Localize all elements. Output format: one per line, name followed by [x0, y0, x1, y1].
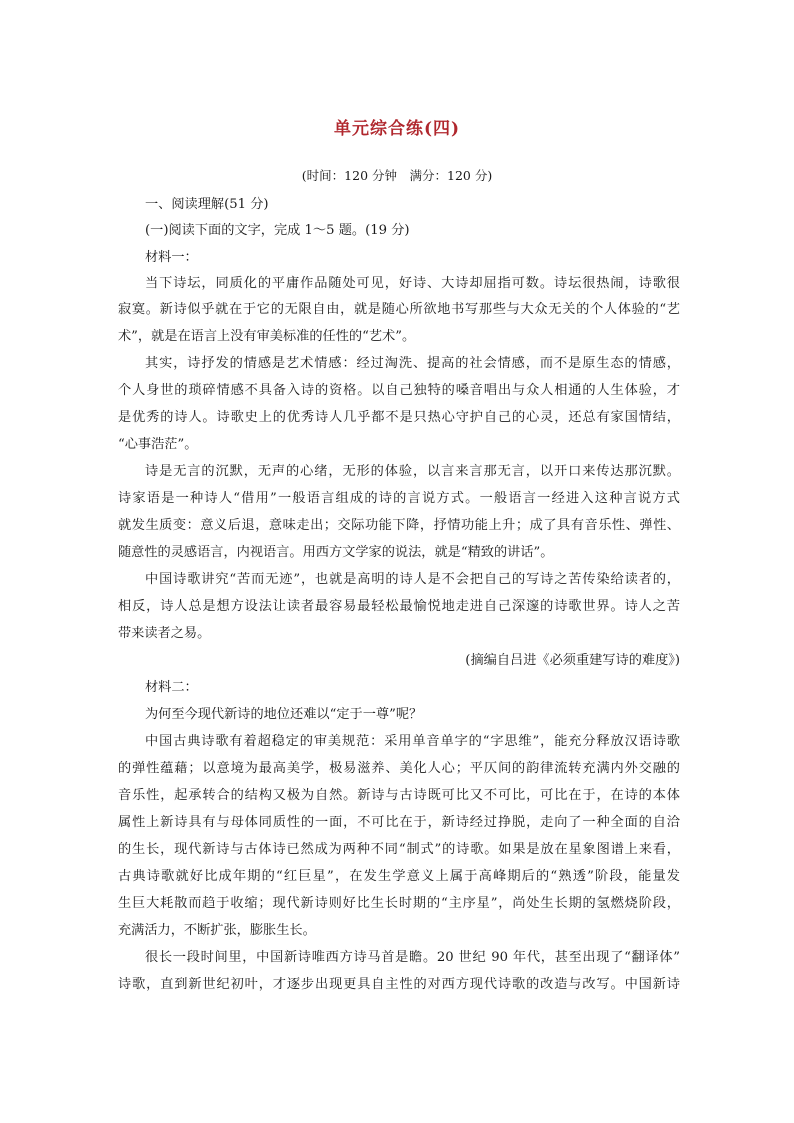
paragraph-line: 中国古典诗歌有着超稳定的审美规范：采用单音单字的“字思维”，能充分释放汉语诗歌 — [145, 734, 680, 749]
section-heading: 一、阅读理解(51 分) — [145, 197, 269, 212]
exam-meta: (时间：120 分钟 满分：120 分) — [301, 168, 493, 183]
material-label: 材料一： — [145, 250, 198, 265]
paragraph-line: 的弹性蕴藉；以意境为最高美学，极易滋养、美化人心；平仄间的韵律流转充满内外交融的 — [118, 761, 680, 776]
source-citation: (摘编自吕进《必须重建写诗的难度》) — [465, 653, 680, 668]
paragraph-line: 其实，诗抒发的情感是艺术情感：经过淘洗、提高的社会情感，而不是原生态的情感， — [145, 356, 680, 371]
paragraph-line: 充满活力，不断扩张，膨胀生长。 — [118, 923, 316, 938]
paragraph-line: 个人身世的琐碎情感不具备入诗的资格。以自己独特的嗓音唱出与众人相通的人生体验，才 — [118, 383, 680, 398]
paragraph-line: 术”，就是在语言上没有审美标准的任性的“艺术”。 — [118, 329, 416, 344]
paragraph-line: 生巨大耗散而趋于收缩；现代新诗则好比生长时期的“主序星”，尚处生长期的氢燃烧阶段， — [118, 896, 680, 911]
paragraph-line: 带来读者之易。 — [118, 626, 211, 641]
question-line: 为何至今现代新诗的地位还难以“定于一尊”呢？ — [145, 707, 423, 722]
paragraph-line: 随意性的灵感语言，内视语言。用西方文学家的说法，就是“精致的讲话”。 — [118, 545, 554, 560]
sub-section-heading: (一)阅读下面的文字，完成 1～5 题。(19 分) — [145, 223, 410, 238]
paragraph-line: 寂寞。新诗似乎就在于它的无限自由，就是随心所欲地书写那些与大众无关的个人体验的“艺 — [118, 302, 680, 317]
paragraph-line: 是优秀的诗人。诗歌史上的优秀诗人几乎都不是只热心守护自己的心灵，还总有家国情结， — [118, 410, 680, 425]
paragraph-line: “心事浩茫”。 — [118, 437, 198, 452]
paragraph-line: 当下诗坛，同质化的平庸作品随处可见，好诗、大诗却屈指可数。诗坛很热闹，诗歌很 — [145, 276, 680, 291]
paragraph-line: 的生长，现代新诗与古体诗已然成为两种不同“制式”的诗歌。如果是放在星象图谱上来看， — [118, 842, 680, 857]
paragraph-line: 相反，诗人总是想方设法让读者最容易最轻松最愉悦地走进自己深邃的诗歌世界。诗人之苦 — [118, 599, 680, 614]
page-title: 单元综合练(四) — [333, 119, 461, 139]
paragraph-line: 古典诗歌就好比成年期的“红巨星”，在发生学意义上属于高峰期后的“熟透”阶段，能量发 — [118, 869, 680, 884]
paragraph-line: 诗歌，直到新世纪初叶，才逐步出现更具自主性的对西方现代诗歌的改造与改写。中国新诗 — [118, 977, 680, 992]
paragraph-line: 属性上新诗具有与母体同质性的一面，不可比在于，新诗经过挣脱，走向了一种全面的自洽 — [118, 815, 680, 830]
paragraph-line: 中国诗歌讲究“苦而无迹”，也就是高明的诗人是不会把自己的写诗之苦传染给读者的， — [145, 572, 680, 587]
paragraph-line: 很长一段时间里，中国新诗唯西方诗马首是瞻。20 世纪 90 年代，甚至出现了“翻译体” — [145, 950, 680, 965]
paragraph-line: 诗是无言的沉默，无声的心绪，无形的体验，以言来言那无言，以开口来传达那沉默。 — [145, 464, 680, 479]
paragraph-line: 诗家语是一种诗人“借用”一般语言组成的诗的言说方式。一般语言一经进入这种言说方式 — [118, 491, 680, 506]
paragraph-line: 就发生质变：意义后退，意味走出；交际功能下降，抒情功能上升；成了具有音乐性、弹性、 — [118, 518, 680, 533]
paragraph-line: 音乐性，起承转合的结构又极为自然。新诗与古诗既可比又不可比，可比在于，在诗的本体 — [118, 788, 680, 803]
material-label: 材料二： — [145, 680, 198, 695]
